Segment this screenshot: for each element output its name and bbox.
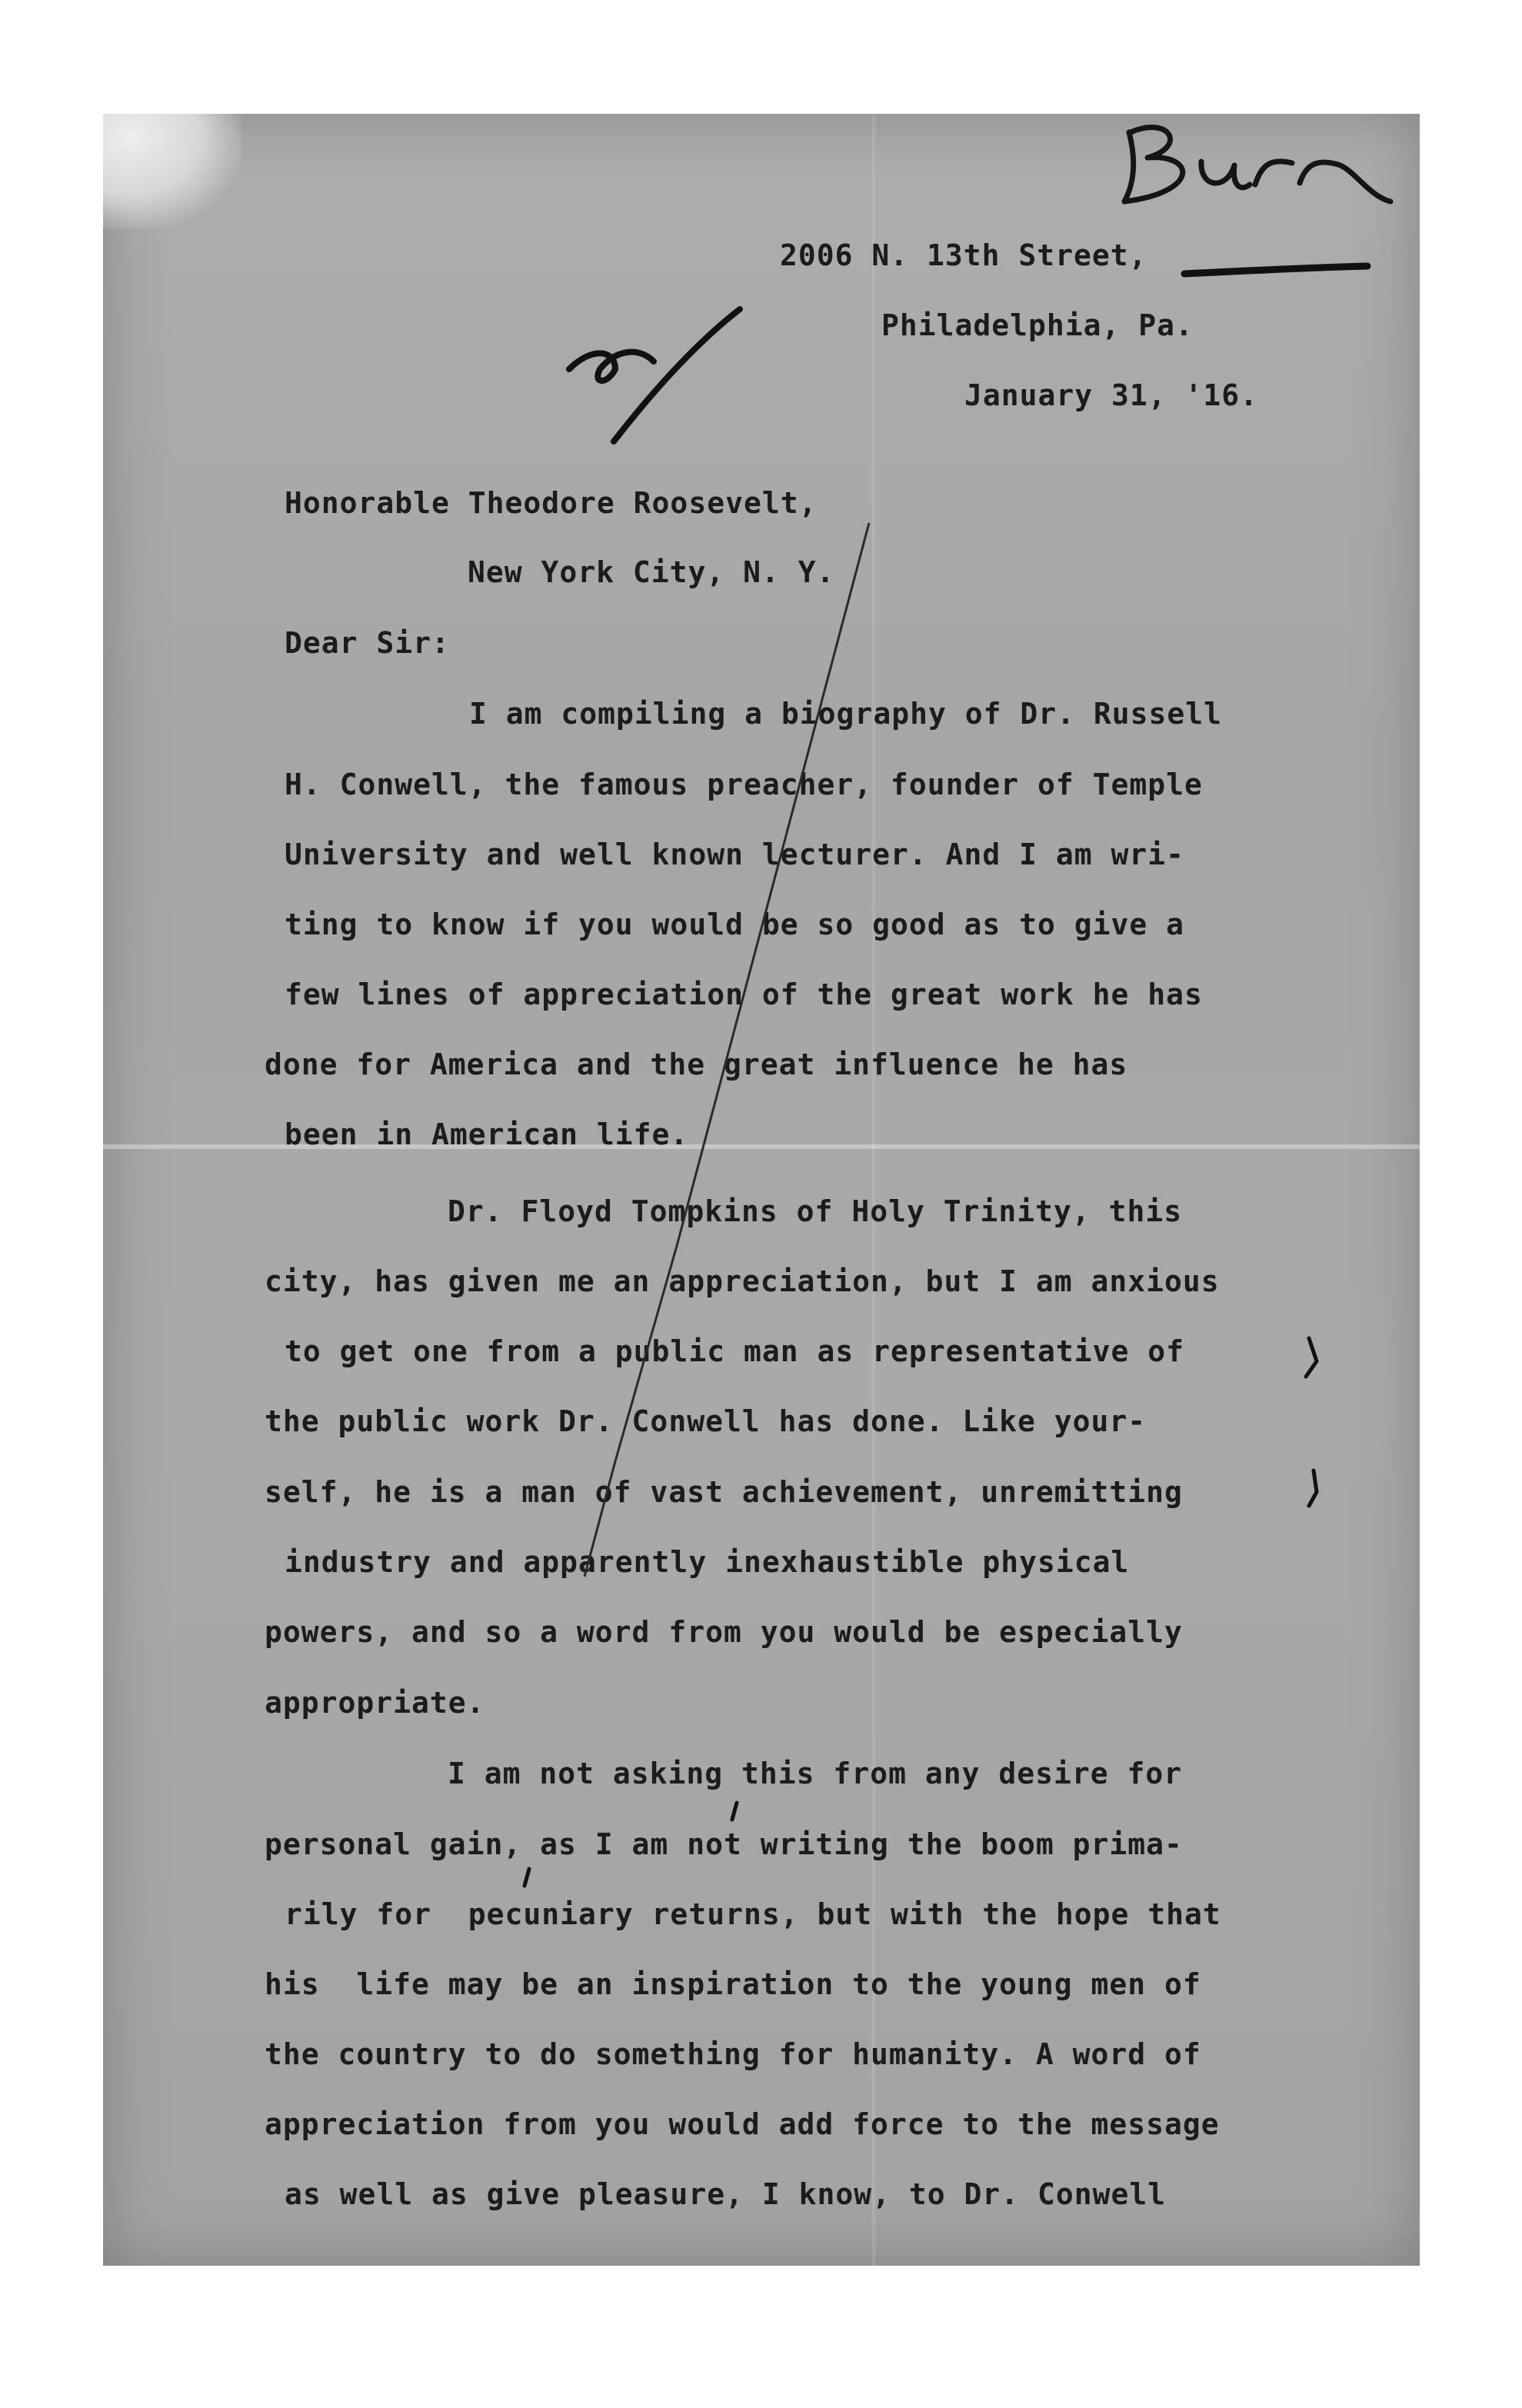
address-city: Philadelphia, Pa. [881, 308, 1194, 342]
recipient-name: Honorable Theodore Roosevelt, [285, 486, 818, 520]
letter-date: January 31, '16. [964, 378, 1259, 412]
body-line: few lines of appreciation of the great work he has [285, 978, 1203, 1011]
salutation: Dear Sir: [285, 626, 450, 660]
body-line: I am compiling a biography of Dr. Russell [469, 697, 1222, 731]
body-line: University and well known lecturer. And I am wri- [285, 838, 1185, 871]
body-line: ting to know if you would be so good as to give a [285, 908, 1185, 941]
body-line: I am not asking this from any desire for [448, 1757, 1183, 1790]
body-line: self, he is a man of vast achievement, unremitting [265, 1475, 1183, 1509]
body-line: Dr. Floyd Tompkins of Holy Trinity, this [448, 1194, 1183, 1228]
fold-crease-vertical [872, 114, 875, 2266]
letter-page [103, 114, 1420, 2266]
body-line: the country to do something for humanity. A word of [265, 2037, 1201, 2071]
body-line: H. Conwell, the famous preacher, founder of Temple [285, 768, 1203, 801]
body-line: his life may be an inspiration to the young men of [265, 1967, 1201, 2001]
body-line: the public work Dr. Conwell has done. Like your- [265, 1404, 1147, 1438]
address-street: 2006 N. 13th Street, [780, 238, 1147, 272]
body-line: done for America and the great influence he has [265, 1047, 1128, 1081]
body-line: rily for pecuniary returns, but with the hope that [285, 1897, 1221, 1931]
body-line: city, has given me an appreciation, but I am anxious [265, 1264, 1220, 1298]
body-line: as well as give pleasure, I know, to Dr. Conwell [285, 2177, 1167, 2211]
recipient-city: New York City, N. Y. [468, 555, 835, 589]
body-line: appreciation from you would add force to the message [265, 2107, 1220, 2141]
body-line: powers, and so a word from you would be especially [265, 1615, 1183, 1649]
worn-corner [103, 114, 241, 229]
body-line: appropriate. [265, 1686, 485, 1720]
body-line: industry and apparently inexhaustible physical [285, 1545, 1130, 1579]
body-line: been in American life. [285, 1117, 689, 1151]
body-line: to get one from a public man as representative of [285, 1334, 1185, 1368]
body-line: personal gain, as I am not writing the boom prima- [265, 1827, 1183, 1861]
